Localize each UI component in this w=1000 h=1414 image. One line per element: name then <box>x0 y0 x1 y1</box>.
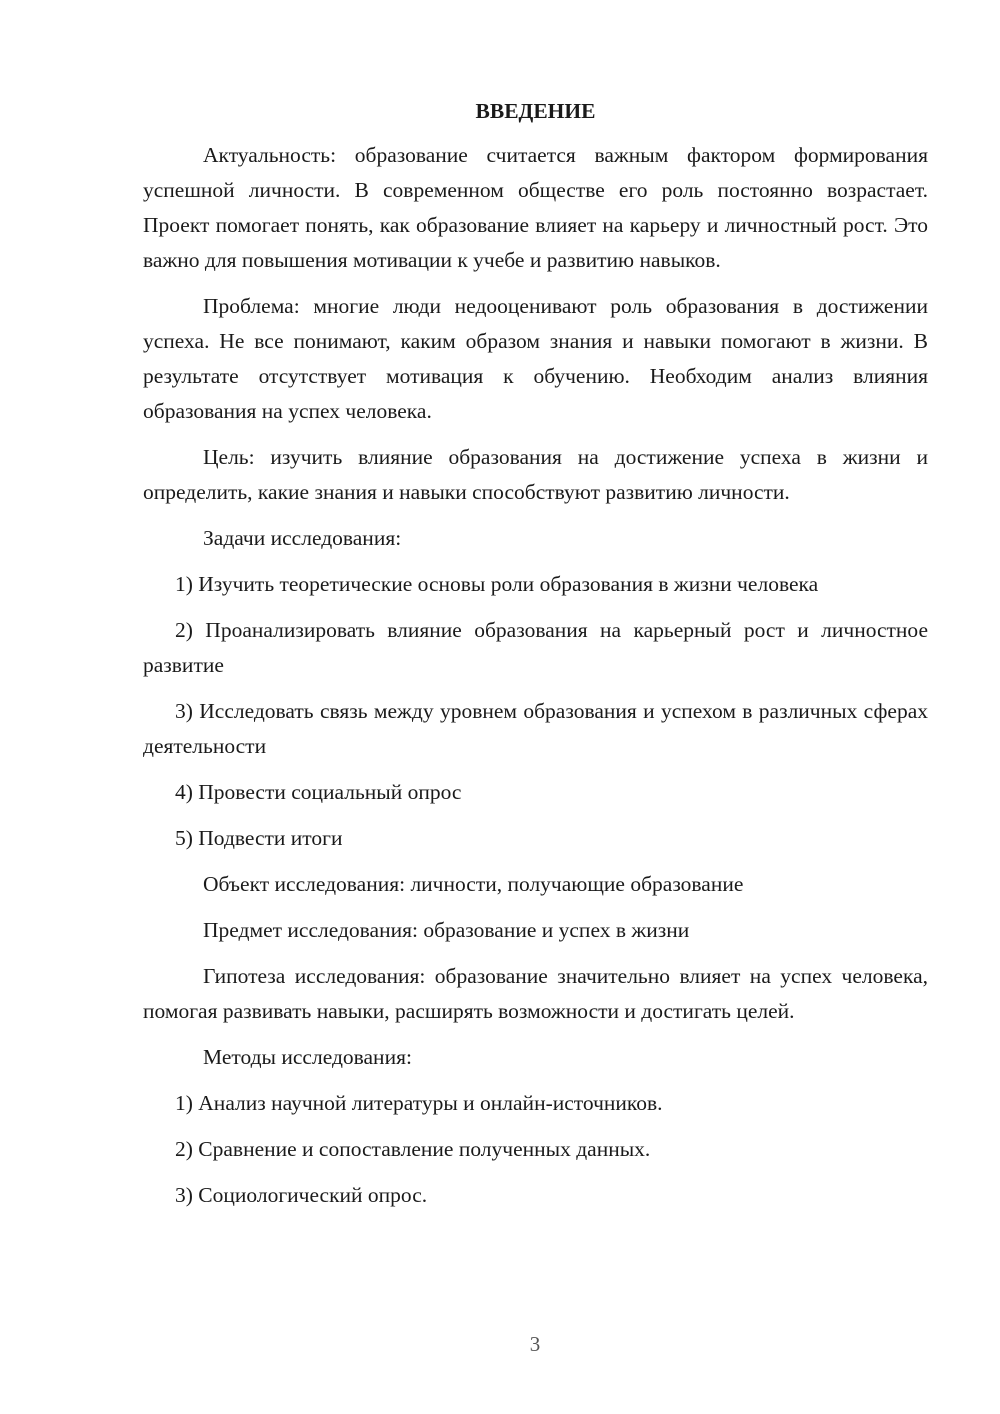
problem-paragraph: Проблема: многие люди недооценивают роль образования в достижении успеха. Не все понимают, каким образом знания и навыки помогают в жизни. В результате отсутствует мотивация к обучению. Необходим анализ влияния образования на успех человека. <box>143 294 928 423</box>
tasks-heading: Задачи исследования: <box>203 526 402 550</box>
method-item: 2) Сравнение и сопоставление полученных данных. <box>175 1137 651 1161</box>
task-item: 1) Изучить теоретические основы роли образования в жизни человека <box>175 572 819 596</box>
hypothesis-paragraph: Гипотеза исследования: образование значительно влияет на успех человека, помогая развивать навыки, расширять возможности и достигать целей. <box>143 964 928 1023</box>
methods-list <box>143 1086 928 1213</box>
task-item: 3) Исследовать связь между уровнем образования и успехом в различных сферах деятельности <box>143 699 928 758</box>
method-item: 1) Анализ научной литературы и онлайн-источников. <box>175 1091 663 1115</box>
task-item: 2) Проанализировать влияние образования на карьерный рост и личностное развитие <box>143 618 928 677</box>
methods-heading: Методы исследования: <box>203 1045 412 1069</box>
method-item: 3) Социологический опрос. <box>175 1183 428 1207</box>
relevance-paragraph: Актуальность: образование считается важным фактором формирования успешной личности. В современном обществе его роль постоянно возрастает. Проект помогает понять, как образование влияет на карьеру и личностный рост. Это важно для повышения мотивации к учебе и развитию навыков. <box>143 143 928 272</box>
goal-paragraph: Цель: изучить влияние образования на достижение успеха в жизни и определить, какие знания и навыки способствуют развитию личности. <box>143 445 928 504</box>
subject-paragraph: Предмет исследования: образование и успех в жизни <box>203 918 690 942</box>
document-body <box>143 92 928 1224</box>
tasks-list <box>143 567 928 856</box>
page-number: 3 <box>529 1332 541 1356</box>
task-item: 5) Подвести итоги <box>175 826 343 850</box>
document-title: ВВЕДЕНИЕ <box>475 99 596 123</box>
task-item: 4) Провести социальный опрос <box>175 780 462 804</box>
object-paragraph: Объект исследования: личности, получающие образование <box>203 872 744 896</box>
